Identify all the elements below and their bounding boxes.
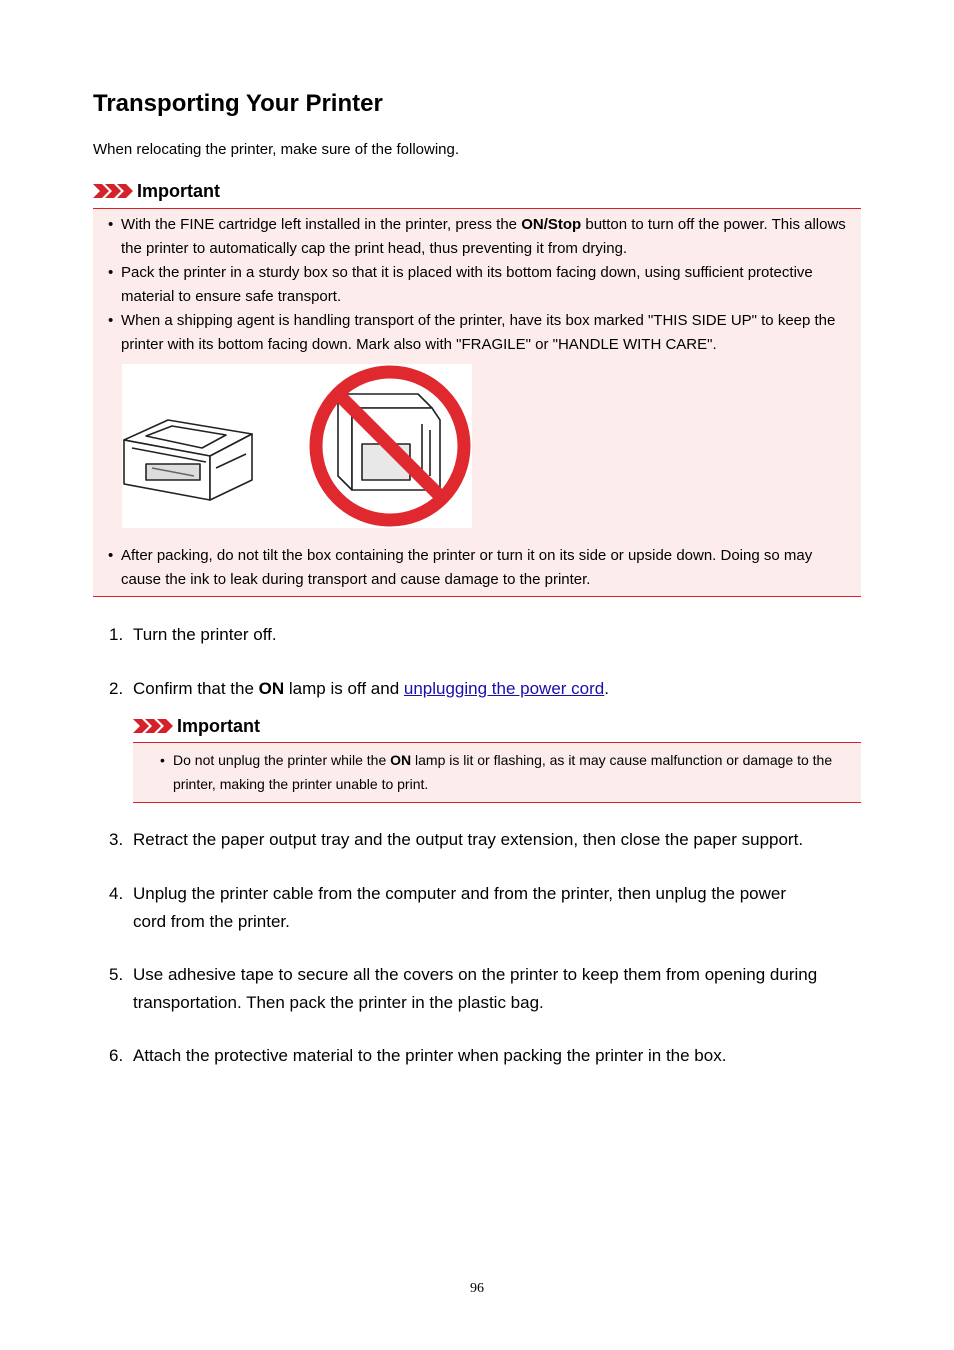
bullet: • bbox=[108, 216, 114, 233]
important-item: • Pack the printer in a sturdy box so that it is placed with its bottom facing down, using sufficient protective material to ensure safe transport. bbox=[121, 261, 853, 309]
page-number: 96 bbox=[470, 1281, 484, 1296]
important-item: • Do not unplug the printer while the ON lamp is lit or flashing, as it may cause malfunction or damage to the printer, making the printer unable to print. bbox=[173, 748, 853, 796]
step-3: 3. Retract the paper output tray and the output tray extension, then close the paper support. bbox=[109, 830, 804, 849]
important-item: • When a shipping agent is handling transport of the printer, have its box marked "THIS SIDE UP" to keep the printer with its bottom facing down. Mark also with "FRAGILE" or "HANDLE WITH CARE". bbox=[121, 309, 853, 357]
important-label: Important bbox=[177, 716, 260, 736]
bullet: • bbox=[108, 312, 114, 329]
bullet: • bbox=[160, 752, 165, 768]
important-heading-2 bbox=[133, 714, 260, 738]
printer-illustration bbox=[122, 364, 472, 528]
important-item: • After packing, do not tilt the box containing the printer or turn it on its side or upside down. Doing so may cause the ink to leak during transport and cause damage to the printer. bbox=[121, 544, 853, 592]
important-heading bbox=[93, 179, 220, 203]
bullet: • bbox=[108, 547, 114, 564]
printer-upright-icon bbox=[124, 420, 252, 500]
bullet: • bbox=[108, 264, 114, 281]
step-1: 1. Turn the printer off. bbox=[109, 625, 277, 644]
printer-orientation-illustration bbox=[122, 364, 472, 528]
unplug-power-cord-link[interactable]: unplugging the power cord bbox=[403, 679, 605, 698]
important-arrows-icon bbox=[93, 183, 133, 199]
step-6: 6. Attach the protective material to the printer when packing the printer in the box. bbox=[109, 1046, 727, 1065]
important-label: Important bbox=[137, 181, 220, 201]
important-arrows-icon bbox=[133, 718, 173, 734]
step-2: 2. Confirm that the ON lamp is off and unplugging the power cord. bbox=[109, 679, 609, 698]
important-box-2 bbox=[133, 742, 861, 803]
important-item: • With the FINE cartridge left installed in the printer, press the ON/Stop button to turn off the power. This allows the printer to automatically cap the print head, thus preventing it from drying. bbox=[121, 213, 853, 261]
step-4: 4. Unplug the printer cable from the computer and from the printer, then unplug the power cord from the printer. bbox=[109, 884, 786, 931]
page-title: Transporting Your Printer bbox=[93, 90, 383, 117]
step-5: 5. Use adhesive tape to secure all the covers on the printer to keep them from opening during transportation. Then pack the printer in the plastic bag. bbox=[109, 965, 818, 1012]
intro-text: When relocating the printer, make sure of the following. bbox=[93, 141, 460, 158]
